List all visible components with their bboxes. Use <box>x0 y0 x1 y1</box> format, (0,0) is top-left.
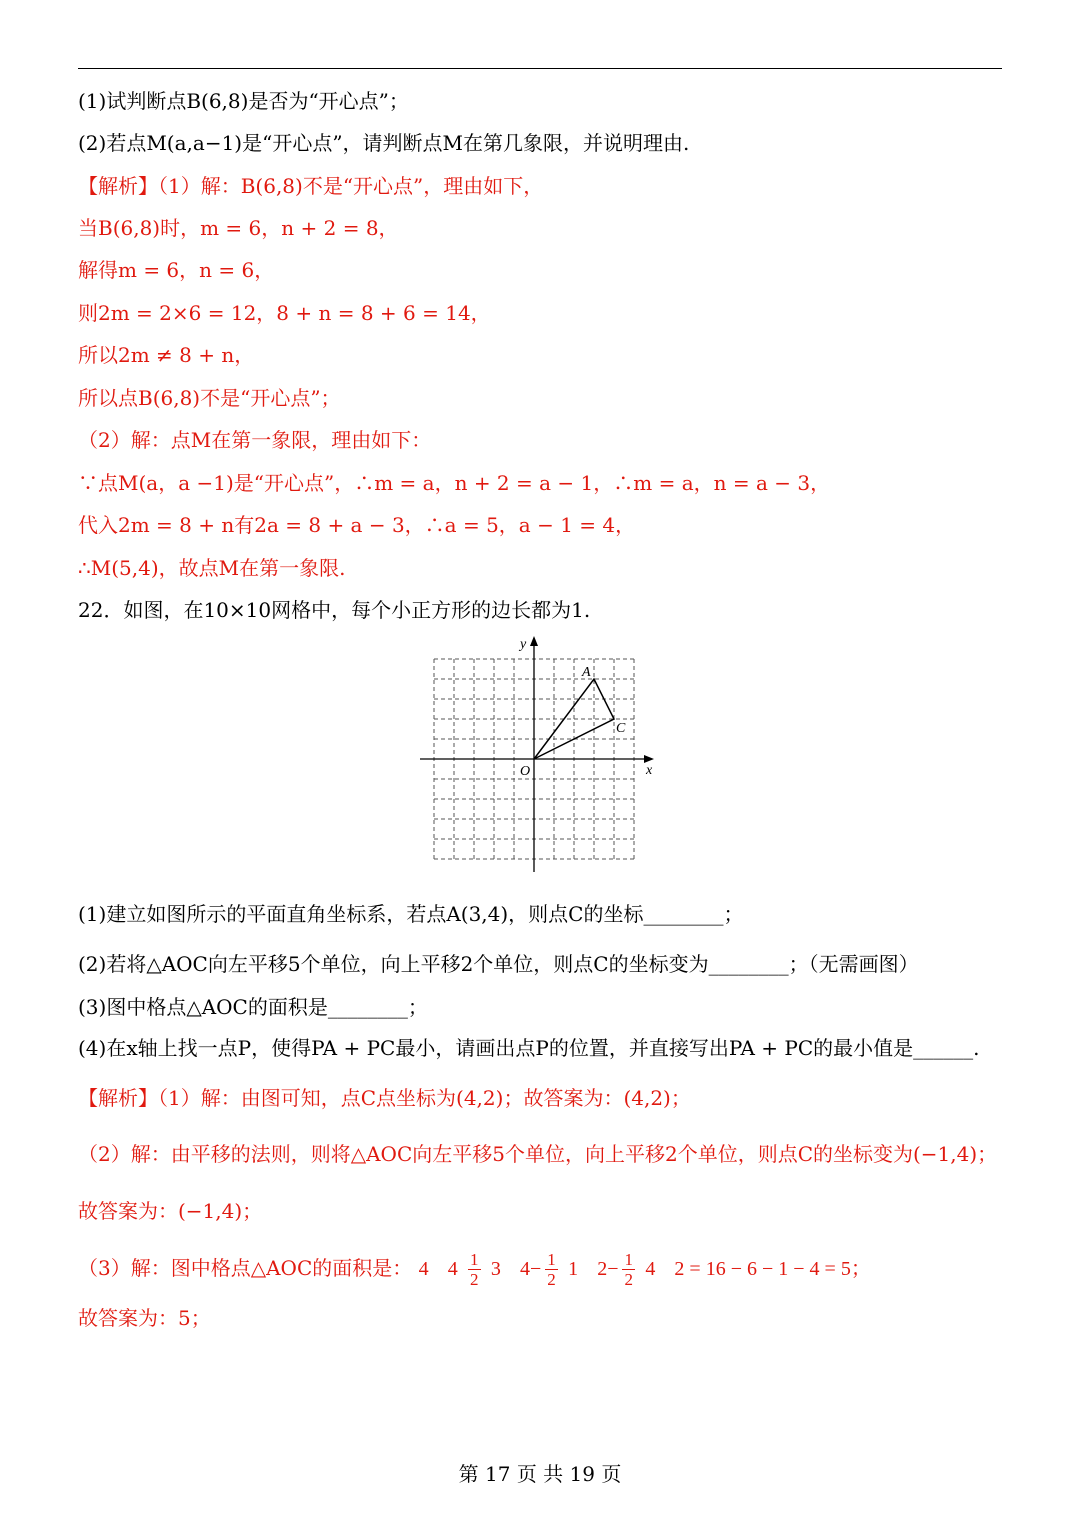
sol21-line8: ∵点M(a，a −1)是“开心点”，∴m = a，n + 2 = a − 1，∴m = a，n = a − 3， <box>78 471 831 495</box>
fraction-numerator: 1 <box>470 1250 479 1269</box>
page-footer: 第 17 页 共 19 页 <box>458 1462 622 1486</box>
q22-part3: (3)图中格点△AOC的面积是________； <box>78 995 428 1019</box>
expr-term: 4 <box>645 1258 656 1280</box>
sol21-line10: ∴M(5,4)，故点M在第一象限. <box>78 556 346 580</box>
q21-part1: (1)试判断点B(6,8)是否为“开心点”； <box>78 89 409 113</box>
fraction-denominator: 2 <box>547 1270 556 1289</box>
sol21-line3: 解得m = 6，n = 6， <box>78 258 275 282</box>
sol22-line3: 故答案为：(−1,4)； <box>78 1199 263 1223</box>
coordinate-grid-figure <box>410 628 670 878</box>
x-axis-arrow <box>644 755 654 763</box>
point-c-label: C <box>616 721 626 736</box>
sol21-line6: 所以点B(6,8)不是“开心点”； <box>78 386 341 410</box>
expr-term: 2− <box>597 1258 619 1280</box>
q22-part2: (2)若将△AOC向左平移5个单位，向上平移2个单位，则点C的坐标变为________；（无需画图） <box>78 952 919 976</box>
q22-stem: 22．如图，在10×10网格中，每个小正方形的边长都为1. <box>78 598 591 622</box>
sol22-line2: （2）解：由平移的法则，则将△AOC向左平移5个单位，向上平移2个单位，则点C的坐标变为(−1,4)； <box>78 1142 998 1166</box>
sol21-line4: 则2m = 2×6 = 12，8 + n = 8 + 6 = 14， <box>78 301 491 325</box>
y-axis-arrow <box>530 636 538 646</box>
sol21-line2: 当B(6,8)时，m = 6，n + 2 = 8， <box>78 216 399 240</box>
x-axis-label: x <box>646 763 653 778</box>
fraction-numerator: 1 <box>547 1250 556 1269</box>
sol21-line7: （2）解：点M在第一象限，理由如下： <box>78 428 432 452</box>
fraction-half <box>545 1250 558 1289</box>
fraction-denominator: 2 <box>470 1270 479 1289</box>
fraction-denominator: 2 <box>624 1270 633 1289</box>
q22-part4: (4)在x轴上找一点P，使得PA + PC最小，请画出点P的位置，并直接写出PA + PC的最小值是______. <box>78 1036 980 1060</box>
sol22-line5: 故答案为：5； <box>78 1306 211 1330</box>
expr-term: 2 = 16 − 6 − 1 − 4 = 5； <box>674 1258 871 1280</box>
origin-label: O <box>520 764 531 779</box>
sol21-line9: 代入2m = 8 + n有2a = 8 + a − 3，∴a = 5，a − 1 = 4， <box>78 513 636 537</box>
fraction-half <box>622 1250 635 1289</box>
fraction-numerator: 1 <box>624 1250 633 1269</box>
sol22-line1: 【解析】（1）解：由图可知，点C点坐标为(4,2)；故答案为：(4,2)； <box>78 1086 691 1110</box>
point-a-label: A <box>582 665 591 680</box>
expr-term: 4 <box>418 1258 429 1280</box>
expr-term: 4− <box>519 1258 542 1280</box>
sol21-line5: 所以2m ≠ 8 + n， <box>78 343 255 367</box>
q21-part2: (2)若点M(a,a−1)是“开心点”，请判断点M在第几象限，并说明理由. <box>78 131 690 155</box>
fraction-half <box>468 1250 481 1289</box>
expr-term: 3 <box>490 1258 501 1280</box>
sol21-line1: 【解析】（1）解：B(6,8)不是“开心点”，理由如下， <box>78 174 544 198</box>
expr-term: 4 <box>447 1258 458 1280</box>
sol22-line4-text: （3）解：图中格点△AOC的面积是： <box>78 1256 413 1280</box>
y-axis-label: y <box>520 637 527 652</box>
expr-term: 1 <box>568 1258 579 1280</box>
header-rule <box>78 68 1002 69</box>
q22-part1: (1)建立如图所示的平面直角坐标系，若点A(3,4)，则点C的坐标________； <box>78 902 744 926</box>
sol22-line4 <box>78 1243 871 1293</box>
